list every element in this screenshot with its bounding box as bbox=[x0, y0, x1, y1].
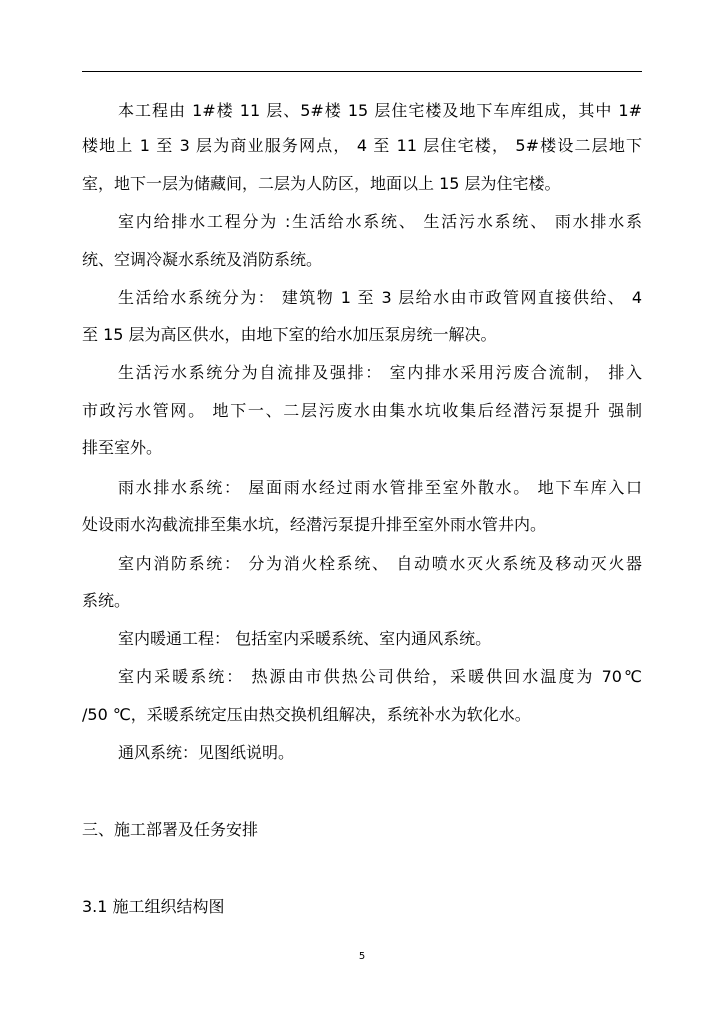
paragraph-line: 室内消防系统： 分为消火栓系统、 自动喷水灭火系统及移动灭火器 bbox=[118, 554, 642, 573]
page-number: 5 bbox=[358, 951, 366, 962]
paragraph-line: 本工程由 1#楼 11 层、5#楼 15 层住宅楼及地下车库组成，其中 1# bbox=[118, 101, 642, 120]
paragraph-line: 通风系统：见图纸说明。 bbox=[118, 743, 295, 762]
paragraph-line: 排至室外。 bbox=[82, 438, 163, 457]
header-rule bbox=[82, 71, 642, 72]
paragraph-line: 至 15 层为高区供水，由地下室的给水加压泵房统一解决。 bbox=[82, 325, 497, 344]
subsection-heading: 3.1 施工组织结构图 bbox=[82, 897, 225, 916]
paragraph-line: 生活给水系统分为： 建筑物 1 至 3 层给水由市政管网直接供给、 4 bbox=[118, 288, 642, 307]
paragraph-line: 市政污水管网。 地下一、二层污废水由集水坑收集后经潜污泵提升 强制 bbox=[82, 401, 642, 420]
paragraph-line: 雨水排水系统： 屋面雨水经过雨水管排至室外散水。 地下车库入口 bbox=[118, 478, 642, 497]
paragraph-line: 统、空调冷凝水系统及消防系统。 bbox=[82, 250, 323, 269]
paragraph-line: 处设雨水沟截流排至集水坑，经潜污泵提升排至室外雨水管井内。 bbox=[82, 515, 547, 534]
paragraph-line: 生活污水系统分为自流排及强排： 室内排水采用污废合流制， 排入 bbox=[118, 363, 642, 382]
section-heading: 三、施工部署及任务安排 bbox=[82, 820, 259, 839]
paragraph-line: 系统。 bbox=[82, 591, 131, 610]
paragraph-line: 楼地上 1 至 3 层为商业服务网点， 4 至 11 层住宅楼， 5#楼设二层地下 bbox=[82, 136, 642, 155]
paragraph-line: 室内给排水工程分为 :生活给水系统、 生活污水系统、 雨水排水系 bbox=[118, 212, 642, 231]
paragraph-line: 室内采暖系统： 热源由市供热公司供给，采暖供回水温度为 70℃ bbox=[118, 667, 642, 686]
paragraph-line: 室内暖通工程： 包括室内采暖系统、室内通风系统。 bbox=[118, 629, 492, 648]
paragraph-line: 室，地下一层为储藏间，二层为人防区，地面以上 15 层为住宅楼。 bbox=[82, 174, 561, 193]
paragraph-line: /50 ℃，采暖系统定压由热交换机组解决，系统补水为软化水。 bbox=[82, 705, 531, 724]
